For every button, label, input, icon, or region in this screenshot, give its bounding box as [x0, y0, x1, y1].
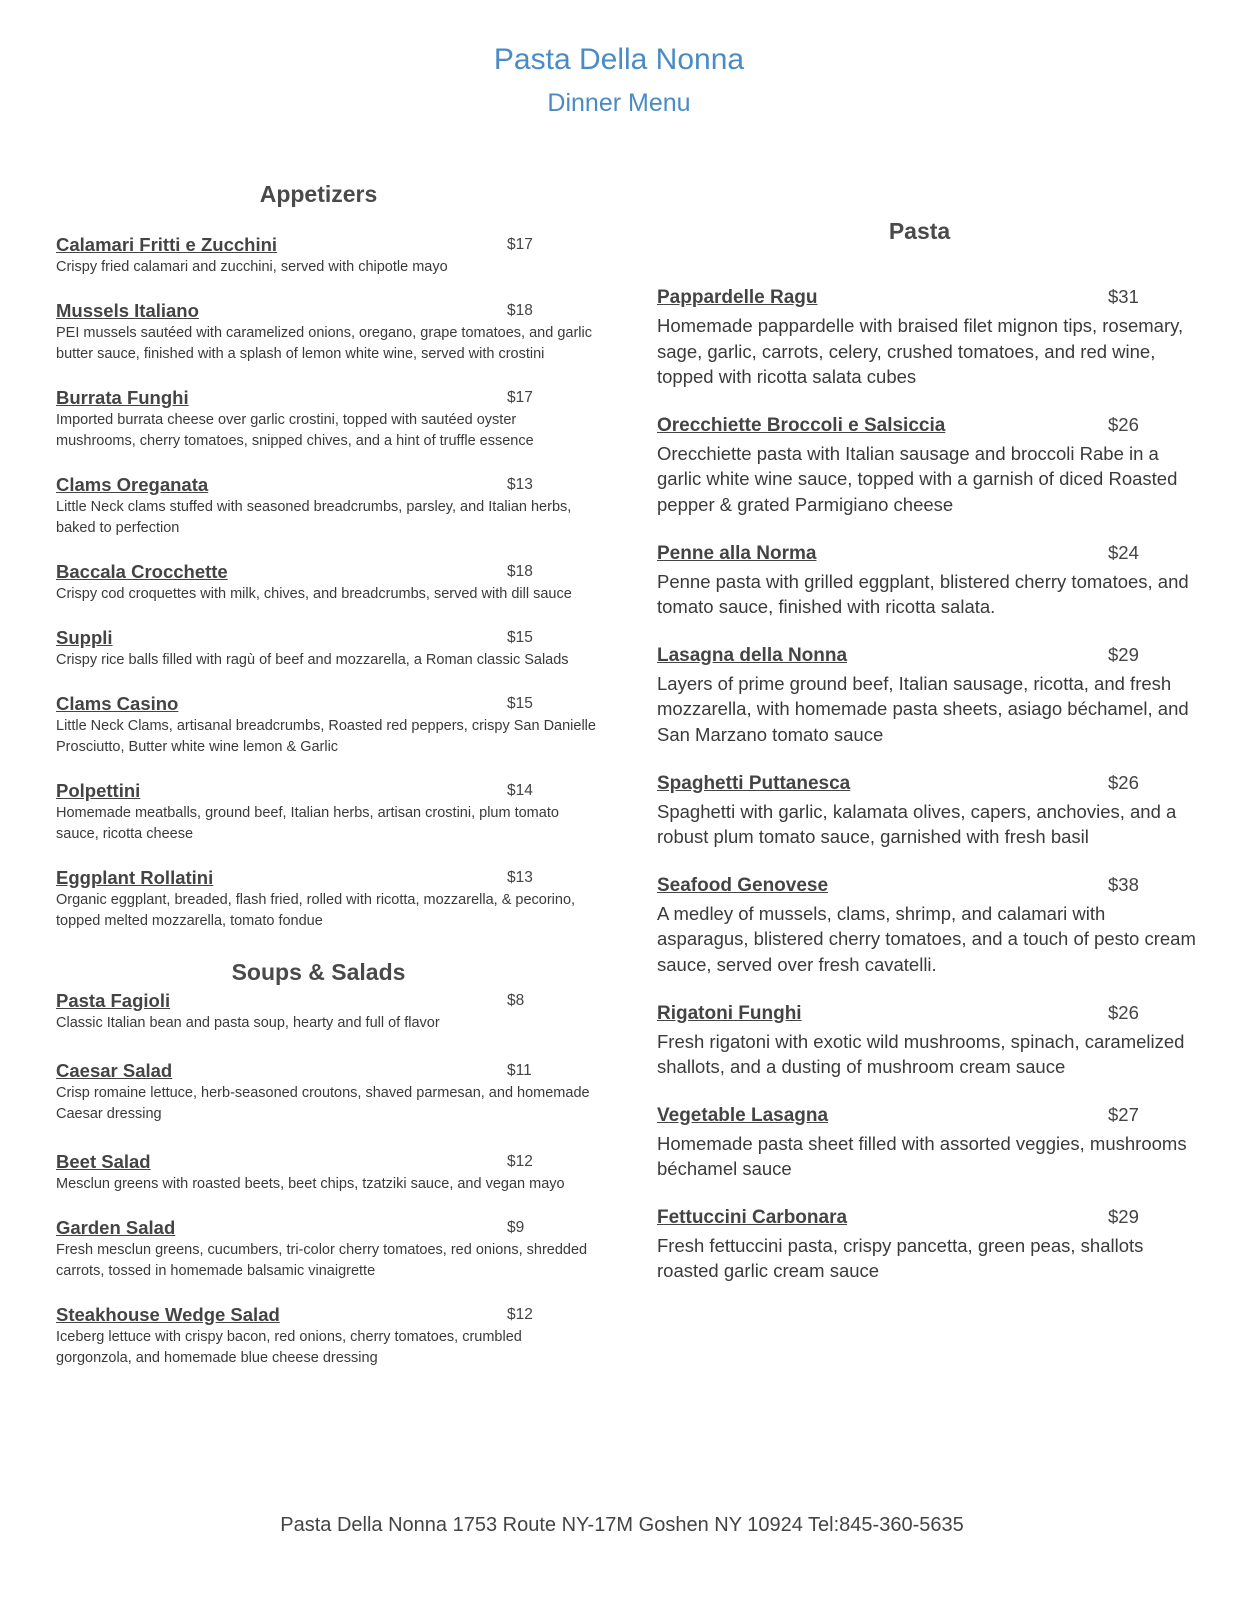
menu-item — [657, 543, 1197, 620]
item-price: $18 — [507, 563, 533, 580]
menu-item — [56, 780, 596, 845]
soups-salads-list — [56, 990, 596, 1369]
item-price: $27 — [1108, 1103, 1139, 1125]
item-description: Homemade pappardelle with braised filet mignon tips, rosemary, sage, garlic, carrots, celery, crushed tomatoes, and red wine, topped with ricotta salata cubes — [657, 315, 1184, 388]
menu-item — [657, 1207, 1197, 1284]
item-price: $29 — [1108, 643, 1139, 665]
menu-item — [657, 1003, 1197, 1080]
item-description: Layers of prime ground beef, Italian sausage, ricotta, and fresh mozzarella, with homemade pasta sheets, asiago béchamel, and San Marzano tomato sauce — [657, 672, 1189, 745]
section-title-appetizers: Appetizers — [259, 181, 378, 207]
menu-item — [56, 867, 596, 932]
item-description: Fresh mesclun greens, cucumbers, tri-color cherry tomatoes, red onions, shredded carrots, tossed in homemade balsamic vinaigrette — [56, 1242, 588, 1279]
menu-item — [657, 415, 1197, 518]
item-name: Fettuccini Carbonara — [657, 1206, 848, 1228]
item-name: Suppli — [56, 627, 113, 648]
item-name: Rigatoni Funghi — [657, 1002, 802, 1024]
item-name: Clams Casino — [56, 693, 179, 714]
item-name: Garden Salad — [56, 1217, 176, 1238]
item-description: Mesclun greens with roasted beets, beet chips, tzatziki sauce, and vegan mayo — [56, 1176, 565, 1192]
item-price: $9 — [507, 1219, 525, 1236]
menu-header — [0, 38, 1238, 123]
item-description: Homemade meatballs, ground beef, Italian herbs, artisan crostini, plum tomato sauce, ricotta cheese — [56, 805, 559, 842]
item-description: Imported burrata cheese over garlic crostini, topped with sautéed oyster mushrooms, cherry tomatoes, snipped chives, and a hint of truffle essence — [56, 412, 534, 449]
item-price: $13 — [507, 869, 533, 886]
item-description: PEI mussels sautéed with caramelized onions, oregano, grape tomatoes, and garlic butter sauce, finished with a splash of lemon white wine, served with crostini — [56, 325, 592, 362]
left-column — [56, 176, 596, 1391]
right-column — [657, 213, 1197, 1309]
item-name: Polpettini — [56, 780, 141, 801]
item-price: $38 — [1108, 873, 1139, 895]
item-name: Seafood Genovese — [657, 874, 829, 896]
item-price: $11 — [507, 1062, 532, 1079]
menu-item — [56, 627, 596, 671]
item-description: Spaghetti with garlic, kalamata olives, capers, anchovies, and a robust plum tomato sauce, garnished with fresh basil — [657, 800, 1177, 848]
item-description: Fresh rigatoni with exotic wild mushrooms, spinach, caramelized shallots, and a dusting of mushroom cream sauce — [657, 1030, 1185, 1078]
menu-item — [56, 387, 596, 452]
item-price: $15 — [507, 695, 533, 712]
menu-item — [56, 1060, 596, 1125]
item-description: Crispy fried calamari and zucchini, served with chipotle mayo — [56, 259, 448, 275]
item-price: $26 — [1108, 1001, 1139, 1023]
menu-item — [657, 773, 1197, 850]
item-name: Caesar Salad — [56, 1060, 173, 1081]
section-title-soups-salads: Soups & Salads — [231, 959, 406, 985]
item-price: $18 — [507, 302, 533, 319]
item-name: Orecchiette Broccoli e Salsiccia — [657, 414, 946, 436]
item-description: Crispy cod croquettes with milk, chives, and breadcrumbs, served with dill sauce — [56, 586, 572, 602]
item-price: $12 — [507, 1306, 533, 1323]
item-price: $14 — [507, 782, 533, 799]
item-name: Lasagna della Nonna — [657, 644, 848, 666]
menu-subtitle: Dinner Menu — [547, 89, 691, 117]
item-name: Baccala Crocchette — [56, 561, 228, 582]
section-title-pasta: Pasta — [888, 218, 951, 244]
restaurant-address-footer: Pasta Della Nonna 1753 Route NY-17M Goshen NY 10924 Tel:845-360-5635 — [280, 1514, 964, 1536]
item-name: Pasta Fagioli — [56, 990, 171, 1011]
item-name: Beet Salad — [56, 1151, 151, 1172]
item-description: Little Neck Clams, artisanal breadcrumbs, Roasted red peppers, crispy San Danielle Prosciutto, Butter white wine lemon & Garlic — [56, 718, 596, 755]
menu-item — [56, 693, 596, 758]
item-price: $17 — [507, 236, 533, 253]
item-description: Classic Italian bean and pasta soup, hearty and full of flavor — [56, 1015, 440, 1031]
item-price: $29 — [1108, 1205, 1139, 1227]
item-price: $8 — [507, 992, 525, 1009]
menu-item — [56, 1217, 596, 1282]
item-price: $13 — [507, 476, 533, 493]
item-description: Organic eggplant, breaded, flash fried, rolled with ricotta, mozzarella, & pecorino, topped melted mozzarella, tomato fondue — [56, 892, 576, 929]
item-name: Calamari Fritti e Zucchini — [56, 234, 278, 255]
appetizers-section — [56, 176, 596, 932]
item-price: $15 — [507, 629, 533, 646]
menu-item — [657, 645, 1197, 748]
menu-item — [56, 300, 596, 365]
item-name: Clams Oreganata — [56, 474, 209, 495]
item-price: $26 — [1108, 771, 1139, 793]
appetizers-list — [56, 234, 596, 932]
item-price: $17 — [507, 389, 533, 406]
item-name: Penne alla Norma — [657, 542, 817, 564]
soups-salads-section — [56, 954, 596, 1369]
item-description: Crispy rice balls filled with ragù of beef and mozzarella, a Roman classic Salads — [56, 652, 569, 668]
item-price: $26 — [1108, 413, 1139, 435]
restaurant-name: Pasta Della Nonna — [493, 43, 745, 76]
pasta-list — [657, 287, 1197, 1284]
item-description: Iceberg lettuce with crispy bacon, red onions, cherry tomatoes, crumbled gorgonzola, and homemade blue cheese dressing — [56, 1329, 522, 1366]
item-description: Penne pasta with grilled eggplant, blistered cherry tomatoes, and tomato sauce, finished with ricotta salata. — [657, 570, 1189, 618]
item-price: $12 — [507, 1153, 533, 1170]
item-description: Orecchiette pasta with Italian sausage and broccoli Rabe in a garlic white wine sauce, topped with a garnish of diced Roasted pepper & grated Parmigiano cheese — [657, 442, 1178, 515]
item-price: $24 — [1108, 541, 1139, 563]
item-description: A medley of mussels, clams, shrimp, and calamari with asparagus, blistered cherry tomatoes, and a touch of pesto cream sauce, served over fresh cavatelli. — [657, 902, 1196, 975]
item-name: Pappardelle Ragu — [657, 287, 818, 308]
menu-item — [56, 561, 596, 605]
menu-item — [56, 234, 596, 278]
item-name: Mussels Italiano — [56, 300, 199, 321]
item-description: Little Neck clams stuffed with seasoned breadcrumbs, parsley, and Italian herbs, baked to perfection — [56, 499, 572, 536]
menu-item — [56, 1304, 596, 1369]
item-description: Homemade pasta sheet filled with assorted veggies, mushrooms béchamel sauce — [657, 1132, 1187, 1180]
menu-item — [657, 287, 1197, 390]
menu-item — [657, 1105, 1197, 1182]
item-name: Spaghetti Puttanesca — [657, 772, 851, 794]
item-price: $31 — [1108, 286, 1139, 307]
menu-item — [657, 875, 1197, 978]
pasta-section — [657, 213, 1197, 1284]
item-name: Burrata Funghi — [56, 387, 189, 408]
item-description: Fresh fettuccini pasta, crispy pancetta, green peas, shallots roasted garlic cream sauce — [657, 1234, 1144, 1282]
item-description: Crisp romaine lettuce, herb-seasoned croutons, shaved parmesan, and homemade Caesar dressing — [56, 1085, 590, 1122]
menu-item — [56, 1151, 596, 1195]
item-name: Eggplant Rollatini — [56, 867, 214, 888]
menu-item — [56, 990, 596, 1034]
item-name: Steakhouse Wedge Salad — [56, 1304, 280, 1325]
menu-item — [56, 474, 596, 539]
item-name: Vegetable Lasagna — [657, 1104, 829, 1126]
